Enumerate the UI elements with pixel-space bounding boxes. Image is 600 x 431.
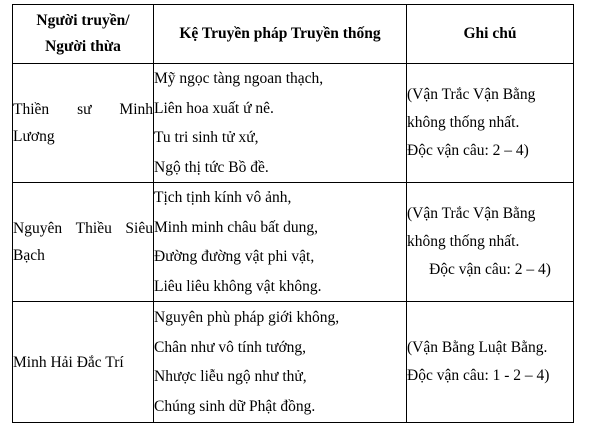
verse-line: Chân như vô tính tướng, (154, 338, 307, 356)
note-line: (Vận Bằng Luật Bằng. (407, 339, 548, 356)
verse-line: Ngộ thị tức Bồ đề. (154, 158, 269, 176)
name-line-2: Lương (13, 128, 55, 145)
verse-cell (154, 64, 407, 183)
transmitter-name-cell (13, 64, 154, 183)
name-line-1 (13, 215, 153, 242)
name-word: Minh (119, 101, 153, 118)
note-cell (407, 64, 574, 183)
note-line: không thống nhất. (407, 114, 520, 131)
header-notes: Ghi chú (407, 5, 574, 64)
table-row (13, 302, 574, 423)
verse-line: Liêu liêu không vật không. (154, 277, 322, 295)
note-line: (Vận Trắc Vận Bằng (407, 86, 536, 103)
verse-line: Liên hoa xuất ứ nê. (154, 99, 274, 117)
verse-line: Nguyên phù pháp giới không, (154, 309, 340, 326)
header-transmitter-receiver (13, 5, 154, 64)
verse-cell (154, 302, 407, 423)
name-word: Thiền (13, 101, 50, 118)
note-cell (407, 183, 574, 302)
table-row (13, 183, 574, 302)
name-line-1 (13, 96, 153, 123)
verse-line: Tịch tịnh kính vô ảnh, (154, 189, 292, 206)
verse-line: Đường đường vật phi vật, (154, 248, 315, 265)
name-word: sư (77, 101, 92, 118)
verse-line: Nhược liễu ngộ như thử, (154, 368, 307, 385)
note-line: Độc vận câu: 1 - 2 – 4) (407, 367, 550, 384)
name-line-2: Bạch (13, 247, 45, 264)
table-row (13, 64, 574, 183)
name-word: Siêu (125, 220, 153, 237)
verse-line: Tu tri sinh tử xứ, (154, 129, 259, 146)
lineage-verse-table (12, 4, 574, 423)
table-header-row (13, 5, 574, 64)
header-col1-line2: Người thừa (45, 38, 121, 55)
name-word: Nguyên (13, 220, 63, 237)
header-col1-line1: Người truyền/ (36, 12, 130, 29)
verse-cell (154, 183, 407, 302)
note-line: không thống nhất. (407, 233, 520, 250)
note-line: (Vận Trắc Vận Bằng (407, 205, 536, 222)
header-verse: Kệ Truyền pháp Truyền thống (154, 5, 407, 64)
note-cell (407, 302, 574, 423)
transmitter-name-cell: Minh Hải Đắc Trí (13, 302, 154, 423)
verse-line: Mỹ ngọc tàng ngoan thạch, (154, 70, 324, 87)
note-line: Độc vận câu: 2 – 4) (407, 142, 529, 159)
name-word: Thiều (75, 220, 112, 237)
verse-line: Minh minh châu bất dung, (154, 218, 319, 236)
verse-line: Chúng sinh dữ Phật đồng. (154, 397, 316, 415)
transmitter-name-cell (13, 183, 154, 302)
note-line: Độc vận câu: 2 – 4) (429, 261, 551, 278)
